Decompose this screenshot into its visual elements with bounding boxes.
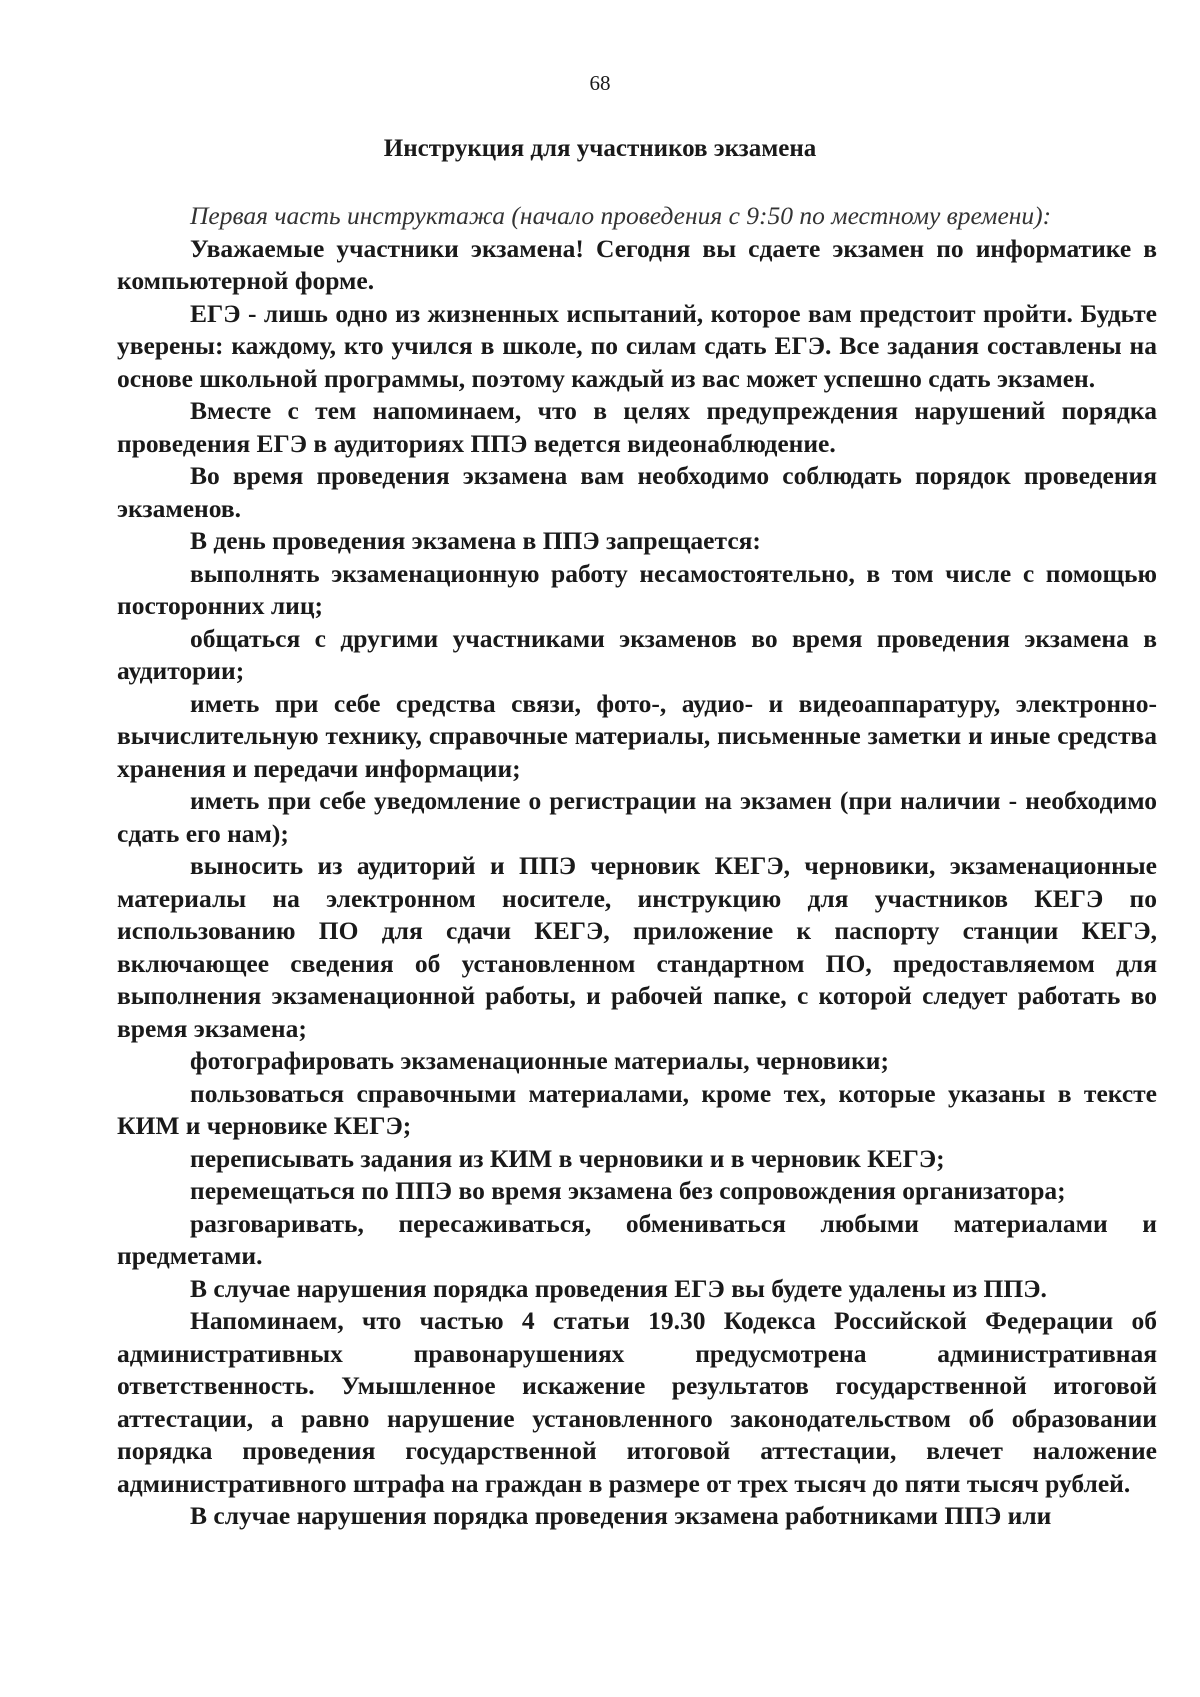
prohibition-item: общаться с другими участниками экзаменов во время проведения экзамена в аудитории; [117,623,1157,685]
document-body [117,200,1157,1533]
prohibition-item: выполнять экзаменационную работу несамостоятельно, в том числе с помощью посторонних лиц; [117,558,1157,620]
paragraph: Вместе с тем напоминаем, что в целях предупреждения нарушений порядка проведения ЕГЭ в аудиториях ППЭ ведется видеонаблюдение. [117,396,1157,458]
prohibition-item: переписывать задания из КИМ в черновики и в черновик КЕГЭ; [190,1143,945,1173]
paragraph: В случае нарушения порядка проведения ЕГЭ вы будете удалены из ППЭ. [190,1273,1047,1303]
paragraph: В случае нарушения порядка проведения экзамена работниками ППЭ или [190,1501,1052,1530]
prohibition-item: перемещаться по ППЭ во время экзамена без сопровождения организатора; [190,1176,1066,1205]
paragraph: В день проведения экзамена в ППЭ запрещается: [190,526,761,555]
paragraph: Во время проведения экзамена вам необходимо соблюдать порядок проведения экзаменов. [117,461,1157,523]
prohibition-item: фотографировать экзаменационные материалы, черновики; [190,1046,889,1075]
document-title: Инструкция для участников экзамена [383,135,817,162]
briefing-intro: Первая часть инструктажа (начало проведения с 9:50 по местному времени): [190,201,1052,230]
paragraph: Уважаемые участники экзамена! Сегодня вы сдаете экзамен по информатике в компьютерной форме. [117,233,1157,295]
prohibition-item: иметь при себе средства связи, фото-, аудио- и видеоаппаратуру, электронно-вычислительную технику, справочные материалы, письменные заметки и иные средства хранения и передачи информации; [117,688,1157,783]
prohibition-item: выносить из аудиторий и ППЭ черновик КЕГЭ, черновики, экзаменационные материалы на электронном носителе, инструкцию для участников КЕГЭ по использованию ПО для сдачи КЕГЭ, приложение к паспорту станции КЕГЭ, включающее сведения об установленном стандартном ПО, предоставляемом для выполнения экзаменационной работы, и рабочей папке, с которой следует работать во время экзамена; [117,851,1157,1043]
paragraph: ЕГЭ - лишь одно из жизненных испытаний, которое вам предстоит пройти. Будьте уверены: каждому, кто учился в школе, по силам сдать ЕГЭ. Все задания составлены на основе школьной программы, поэтому каждый из вас может успешно сдать экзамен. [117,298,1157,393]
prohibition-item: иметь при себе уведомление о регистрации на экзамен (при наличии - необходимо сдать его нам); [117,786,1157,848]
paragraph: Напоминаем, что частью 4 статьи 19.30 Кодекса Российской Федерации об административных правонарушениях предусмотрена административная ответственность. Умышленное искажение результатов государственной итоговой аттестации, а равно нарушение установленного законодательством об образовании порядка проведения государственной итоговой аттестации, влечет наложение административного штрафа на граждан в размере от трех тысяч до пяти тысяч рублей. [117,1306,1157,1498]
prohibition-item: разговаривать, пересаживаться, обмениваться любыми материалами и предметами. [117,1208,1157,1270]
prohibition-item: пользоваться справочными материалами, кроме тех, которые указаны в тексте КИМ и черновике КЕГЭ; [117,1078,1157,1140]
page-number: 68 [589,71,611,95]
